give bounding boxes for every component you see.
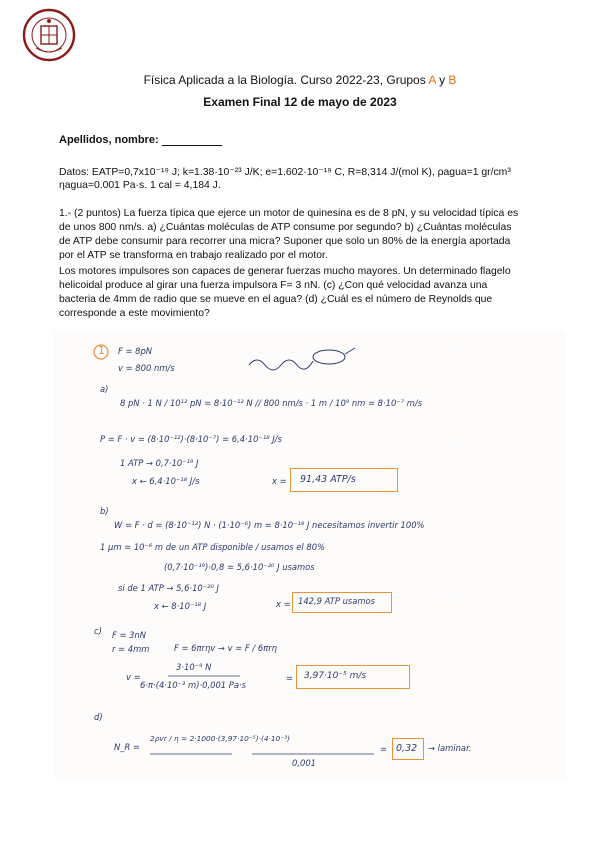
part-a-x: x =	[272, 476, 287, 486]
data-line-1: Datos: EATP=0,7x10⁻¹⁹ J; k=1.38·10⁻²³ J/K; e=1.602·10⁻¹⁹ C, R=8,314 J/(mol K), ρagua=1 gr/cm³	[59, 167, 511, 178]
exam-title: Física Aplicada a la Biología. Curso 2022-23, Grupos A y B	[143, 73, 457, 87]
data-line-2: ηagua=0.001 Pa·s. 1 cal = 4,184 J.	[59, 180, 221, 191]
part-c-numerator: 3·10⁻⁹ N	[176, 662, 212, 672]
part-d-result: 0,32	[396, 743, 418, 754]
part-c-result: 3,97·10⁻⁵ m/s	[304, 671, 367, 681]
question-line: corresponde a este movimiento?	[59, 308, 210, 319]
part-c-v: v =	[126, 672, 141, 682]
part-c-force: F = 3nN	[112, 630, 147, 640]
question-line: bacteria de 4mm de radio que se mueve en el agua? (d) ¿Cuál es el número de Reynolds que	[59, 294, 493, 305]
question-line: de unos 800 nm/s. a) ¿Cuántas moléculas de ATP consume por segundo? b) ¿Cuántas moléculas	[59, 222, 512, 233]
question-line: 1.- (2 puntos) La fuerza típica que ejerce un motor de quinesina es de 8 pN, y su velocidad típica es	[59, 208, 519, 219]
part-c-denominator: 6·π·(4·10⁻³ m)·0,001 Pa·s	[140, 680, 246, 690]
part-b-work: W = F · d = (8·10⁻¹²) N · (1·10⁻⁶) m = 8·10⁻¹⁸ J necesitamos invertir 100%	[114, 520, 425, 530]
question-line: Los motores impulsores son capaces de generar fuerzas mucho mayores. Un determinado flagelo	[59, 266, 511, 277]
bacterium-sketch	[313, 350, 345, 364]
part-d-label: d)	[94, 712, 103, 722]
part-b-result: 142,9 ATP usamos	[298, 596, 376, 606]
part-b-x: x =	[276, 599, 291, 609]
name-field: Apellidos, nombre:	[59, 134, 222, 146]
part-a-label: a)	[100, 384, 109, 394]
part-d-numerator: 2ρvr / η = 2·1000·(3,97·10⁻⁵)·(4·10⁻³)	[150, 734, 291, 743]
question-number: 1	[98, 344, 105, 357]
part-b-label: b)	[100, 506, 109, 516]
exam-subtitle: Examen Final 12 de mayo de 2023	[203, 95, 397, 109]
part-b-rule-1: si de 1 ATP → 5,6·10⁻²⁰ J	[118, 583, 220, 593]
given-velocity: v = 800 nm/s	[118, 363, 175, 373]
name-blank	[162, 135, 222, 146]
part-a-rule-2: x ← 6,4·10⁻¹⁸ J/s	[132, 476, 200, 486]
university-seal	[22, 8, 76, 62]
part-b-micron: 1 µm = 10⁻⁶ m de un ATP disponible / usamos el 80%	[100, 542, 325, 552]
flagellum-sketch	[249, 360, 313, 370]
part-d-note: → laminar.	[428, 743, 472, 753]
part-c-label: c)	[94, 626, 102, 636]
question-line: por el ATP se transforma en trabajo realizado por el motor.	[59, 250, 328, 261]
question-line: de ATP debe consumir para recorrer una micra? Suponer que solo un 80% de la energía aportada	[59, 236, 511, 247]
part-b-efficiency: (0,7·10⁻¹⁹)·0,8 = 5,6·10⁻²⁰ J usamos	[164, 562, 315, 572]
part-a-conversion: 8 pN · 1 N / 10¹² pN = 8·10⁻¹² N // 800 nm/s · 1 m / 10⁹ nm = 8·10⁻⁷ m/s	[120, 398, 423, 408]
part-d-equals: =	[380, 744, 388, 754]
part-a-power: P = F · v = (8·10⁻¹²)·(8·10⁻⁷) = 6,4·10⁻¹⁸ J/s	[100, 434, 282, 444]
given-force: F = 8pN	[118, 346, 153, 356]
part-a-result: 91,43 ATP/s	[300, 474, 356, 485]
handwritten-solution: . . . . . . . . . . . 1 F = 8pN v = 800 nm/s a) 8 pN · 1 N / 10¹² pN = 8·10⁻¹² N // 800 nm/s · 1 m / 10⁹ nm = 8·10⁻⁷ m/s P = F · v = (8·10⁻¹²)·(8·10⁻⁷) = 6,4·10⁻¹⁸ J/s 1 ATP → 0,7·10⁻¹⁹ J x ← 6,4·10⁻¹⁸ J/s x = 91,43 ATP/s b) W = F · d = (8·10⁻¹²) N · (1·10⁻⁶) m = 8·10⁻¹⁸ J necesitamos invertir 100% 1 µm = 10⁻⁶ m de un ATP disponible / usamos el 80% (0,7·10⁻¹⁹)·0,8 = 5,6·10⁻²⁰ J usamos si de 1 ATP → 5,6·10⁻²⁰ J x ← 8·10⁻¹⁸ J x = 142,9 ATP usamos c) F = 3nN r = 4mm F = 6πrηv → v = F / 6πrη v = 3·10⁻⁹ N 6·π·(4·10⁻³ m)·0,001 Pa·s = 3,97·10⁻⁵ m/s d) N_R = 2ρvr / η = 2·1000·(3,97·10⁻⁵)·(4·10⁻³) 0,001 = 0,32 → laminar.	[54, 330, 566, 780]
part-c-radius: r = 4mm	[112, 644, 150, 654]
part-c-equals: =	[286, 673, 294, 683]
part-d-denominator: 0,001	[292, 758, 316, 768]
part-a-rule-1: 1 ATP → 0,7·10⁻¹⁹ J	[120, 458, 199, 468]
part-b-rule-2: x ← 8·10⁻¹⁸ J	[154, 601, 207, 611]
part-c-stokes: F = 6πrηv → v = F / 6πrη	[174, 643, 277, 653]
question-line: helicoidal produce al girar una fuerza impulsora F= 3 nN. (c) ¿Con qué velocidad avanza una	[59, 280, 488, 291]
part-d-reynolds: N_R =	[114, 742, 140, 752]
